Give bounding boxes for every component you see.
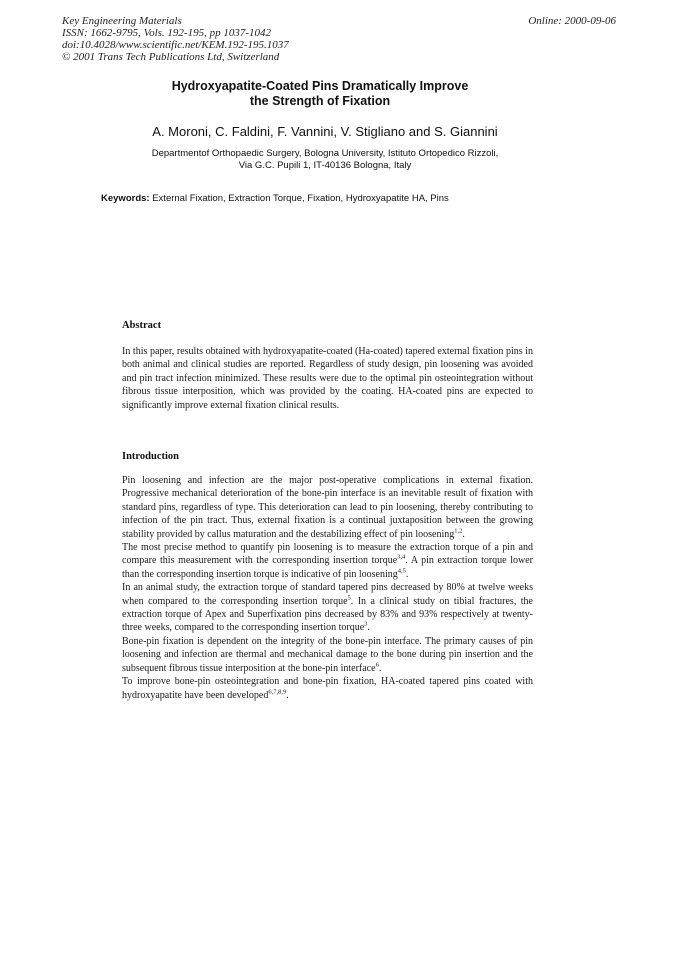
intro-paragraph: In an animal study, the extraction torque of standard tapered pins decreased by 80% at twelve weeks when compared to the corresponding insertion torque$^5$. In a clinical study on tibial fractures, the extraction torque of Apex and Superfixation pins decreased by 83% and 93% respectively at twenty-three weeks, compared to the corresponding insertion torque$^3$.: [122, 582, 533, 634]
intro-paragraph: To improve bone-pin osteointegration and bone-pin fixation, HA-coated tapered pins coated with hydroxyapatite have been developed$^{6,7,8,9}$.: [122, 676, 533, 701]
citation-ref: 3,4: [397, 554, 406, 562]
intro-paragraph: The most precise method to quantify pin loosening is to measure the extraction torque of a pin and compare this measurement with the corresponding insertion torque$^{3,4}$. A pin extraction torque lower than the corresponding insertion torque is indicative of pin loosening$^{4,5}$.: [122, 542, 533, 580]
affiliation: [110, 148, 540, 172]
title-line: the Strength of Fixation: [249, 94, 391, 108]
citation-ref: 1,2: [454, 527, 463, 535]
intro-paragraph: Pin loosening and infection are the major post-operative complications in external fixation. Progressive mechanical deterioration of the bone-pin interface is an inevitable result of fixation with standard pins, regardless of type. This deterioration can lead to pin loosening, thereby contributing to infection of the pin tract. Thus, external fixation is a continual juxtaposition between the growing stability provided by callus maturation and the destabilizing effect of pin loosening$^{1,2}$.: [122, 475, 533, 540]
affiliation-line: Departmentof Orthopaedic Surgery, Bologna University, Istituto Ortopedico Rizzoli,: [151, 148, 499, 159]
citation-ref: 6: [375, 661, 379, 669]
citation-ref: 4,5: [397, 567, 406, 575]
journal-issn: ISSN: 1662-9795, Vols. 192-195, pp 1037-1042: [62, 27, 271, 39]
title-line: Hydroxyapatite-Coated Pins Dramatically Improve: [171, 79, 469, 93]
citation-ref: 6,7,8,9: [268, 688, 287, 696]
citation-ref: 5: [347, 594, 351, 602]
journal-info: [62, 15, 289, 63]
paper-title: [110, 79, 530, 109]
introduction-text: [122, 474, 533, 702]
introduction-heading: Introduction: [122, 451, 179, 462]
abstract-text: [122, 345, 533, 412]
journal-doi: doi:10.4028/www.scientific.net/KEM.192-195.1037: [62, 39, 289, 51]
intro-paragraph: Bone-pin fixation is dependent on the integrity of the bone-pin interface. The primary causes of pin loosening and infection are thermal and mechanical damage to the bone during pin insertion and the subsequent fibrous tissue interposition at the bone-pin interface$^6$.: [122, 635, 533, 674]
journal-copyright: © 2001 Trans Tech Publications Ltd, Switzerland: [62, 51, 280, 63]
keywords-text: External Fixation, Extraction Torque, Fixation, Hydroxyapatite HA, Pins: [152, 193, 449, 204]
keywords-label: Keywords:: [101, 193, 150, 204]
abstract-heading: Abstract: [122, 320, 162, 331]
journal-name: Key Engineering Materials: [62, 15, 182, 27]
affiliation-line: Via G.C. Pupili 1, IT-40136 Bologna, Italy: [238, 160, 412, 171]
keywords: [101, 193, 449, 205]
abstract-paragraph: In this paper, results obtained with hydroxyapatite-coated (Ha-coated) tapered external fixation pins in both animal and clinical studies are reported. Regardless of study design, pin loosening was avoided and pin tract infection minimized. These results were due to the optimal pin osteointegration without fibrous tissue interposition, which was provided by the coating. HA-coated pins are expected to significantly improve external fixation clinical results.: [122, 346, 533, 411]
citation-ref: 3: [364, 621, 368, 629]
online-date: Online: 2000-09-06: [528, 15, 616, 27]
author-list: A. Moroni, C. Faldini, F. Vannini, V. Stigliano and S. Giannini: [152, 124, 498, 139]
